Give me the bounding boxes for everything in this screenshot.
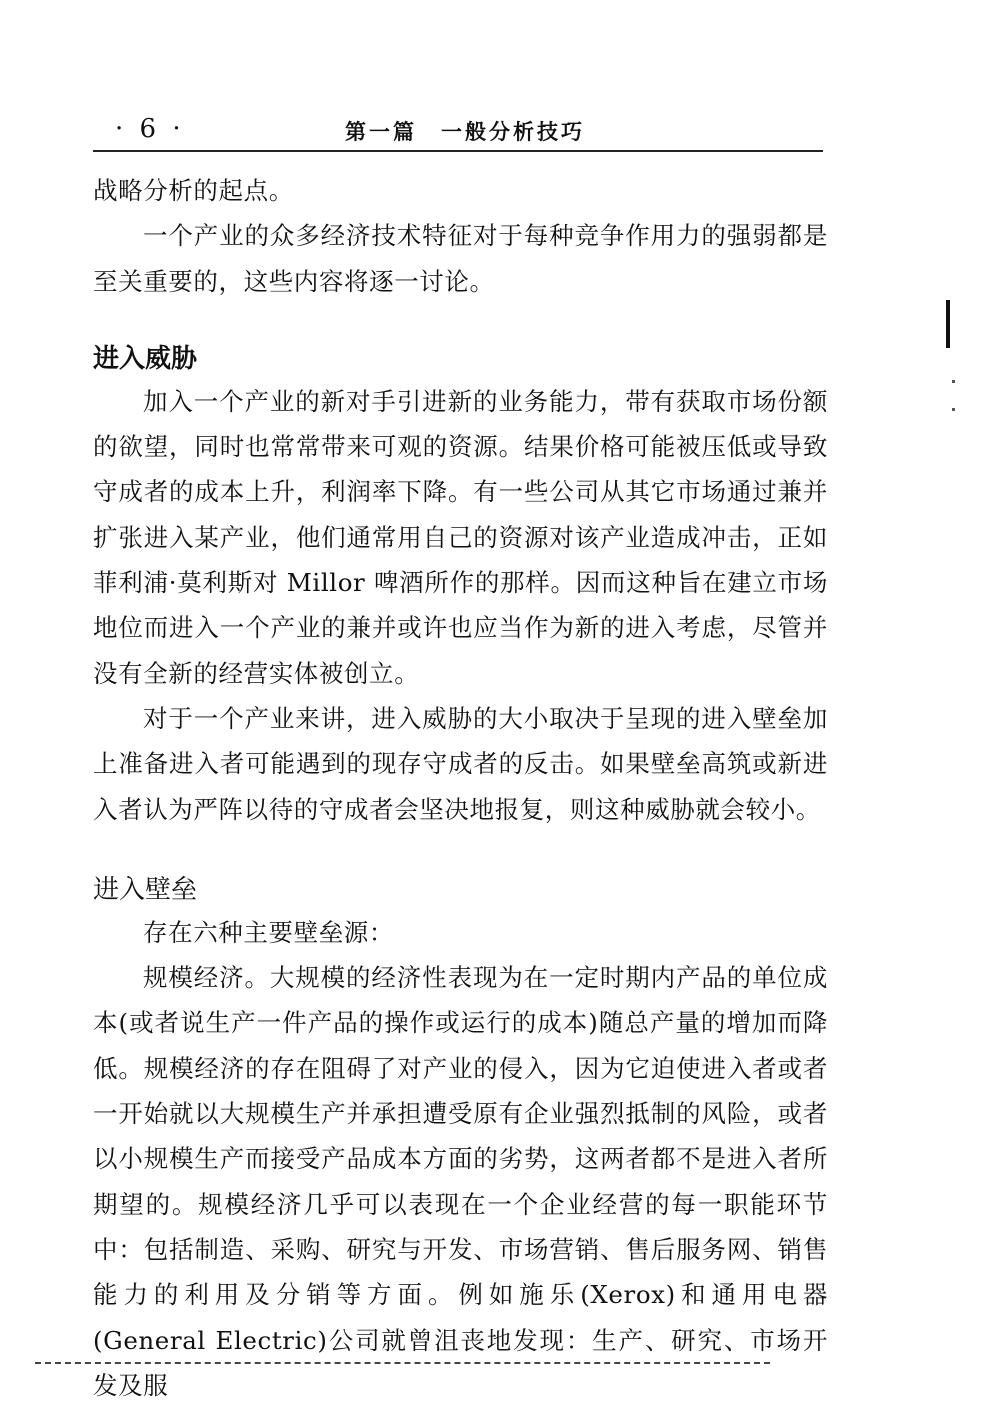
- paragraph-threat-size: 对于一个产业来讲，进入威胁的大小取决于呈现的进入壁垒加上准备进入者可能遇到的现存守成者的反击。如果壁垒高筑或新进入者认为严阵以待的守成者会坚决地报复，则这种威胁就会较小。: [93, 703, 828, 824]
- header-rule: [93, 150, 823, 152]
- paragraph-continuation: 战略分析的起点。: [93, 176, 294, 205]
- margin-scan-dot: [952, 408, 955, 411]
- margin-scan-mark: [946, 300, 950, 348]
- paragraph-economies-of-scale: 规模经济。大规模的经济性表现为在一定时期内产品的单位成本(或者说生产一件产品的操作或运行的成本)随总产量的增加而降低。规模经济的存在阻碍了对产业的侵入，因为它迫使进入者或者一开始就以大规模生产并承担遭受原有企业强烈抵制的风险，或者以小规模生产而接受产品成本方面的劣势，这两者都不是进入者所期望的。规模经济几乎可以表现在一个企业经营的每一职能环节中：包括制造、采购、研究与开发、市场营销、售后服务网、销售能力的利用及分销等方面。例如施乐(Xerox)和通用电器(General Electric)公司就曾沮丧地发现：生产、研究、市场开发及服: [93, 963, 828, 1400]
- paragraph-economic-features: 一个产业的众多经济技术特征对于每种竞争作用力的强弱都是至关重要的，这些内容将逐一讨论。: [93, 221, 828, 296]
- running-head: 第一篇 一般分析技巧: [345, 119, 585, 144]
- margin-scan-dot: [952, 380, 955, 383]
- footer-scan-line: [35, 1362, 770, 1364]
- page-header: [93, 106, 823, 150]
- heading-threat-of-entry: 进入威胁: [93, 343, 198, 374]
- page-number: · 6 ·: [115, 114, 185, 144]
- heading-barriers-to-entry: 进入壁垒: [93, 874, 198, 905]
- paragraph-new-entrants: 加入一个产业的新对手引进新的业务能力，带有获取市场份额的欲望，同时也常常带来可观的资源。结果价格可能被压低或导致守成者的成本上升，利润率下降。有一些公司从其它市场通过兼并扩张进入某产业，他们通常用自己的资源对该产业造成冲击，正如菲利浦·莫利斯对 Millor 啤酒所作的那样。因而这种旨在建立市场地位而进入一个产业的兼并或许也应当作为新的进入考虑，尽管并没有全新的经营实体被创立。: [93, 386, 828, 688]
- paragraph-six-sources: 存在六种主要壁垒源：: [143, 917, 394, 947]
- page-body: [93, 168, 828, 1408]
